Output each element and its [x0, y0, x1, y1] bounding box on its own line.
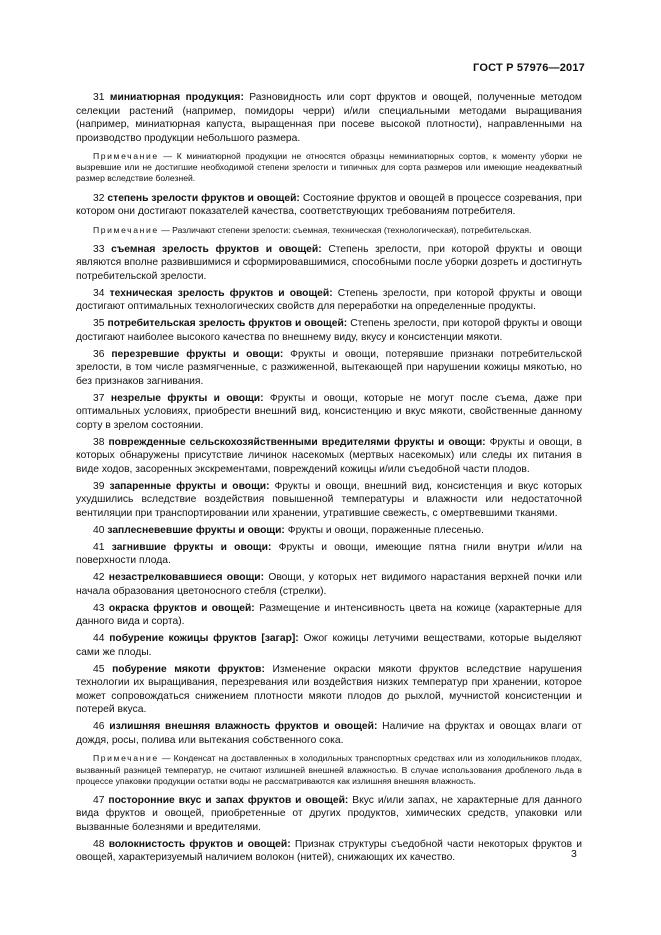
entry-number: 48: [93, 838, 105, 850]
term-entry: [76, 436, 582, 477]
term-entry: [76, 392, 582, 433]
entry-number: 43: [93, 602, 105, 614]
term-entry: [76, 838, 582, 865]
term-entry: [76, 541, 582, 568]
term-entry: [76, 663, 582, 717]
entry-number: 42: [93, 572, 105, 584]
term-definition: Степень зрелости, при которой фрукты и овощи являются вполне развившимися и сформировавшимися, способными после уборки дозреть и достигнуть потребительской зрелости.: [76, 243, 582, 282]
entry-number: 38: [93, 436, 105, 448]
note-text: Конденсат на доставленных в холодильных транспортных средствах или из холодильников плодах, вызванный разницей температур, не считают излишней внешней влажностью. В случае использования дробленого льда в процессе упаковки продукции остатки воды не рассматриваются как излишняя внешняя влажность.: [76, 753, 582, 786]
entry-number: 33: [93, 243, 105, 255]
entry-number: 31: [93, 92, 105, 103]
entry-number: 34: [93, 287, 105, 299]
term-entry: [76, 480, 582, 521]
term-name: загнившие фрукты и овощи:: [111, 541, 272, 553]
note-text: К миниатюрной продукции не относятся образцы неминиатюрных сортов, к моменту уборки не вызревшие или не достигшие необходимой степени зрелости и типичных для сорта размеров или имеющие неадекватный размер вследствие болезней.: [76, 151, 582, 184]
entry-number: 41: [93, 541, 105, 553]
term-name: побурение кожицы фруктов [загар]:: [109, 633, 299, 645]
term-entry: [76, 602, 582, 629]
term-entry: [76, 524, 582, 538]
term-definition: Размещение и интенсивность цвета на кожице (характерные для данного вида и сорта).: [76, 602, 583, 628]
term-entry: [76, 348, 582, 389]
term-definition: Фрукты и овощи, пораженные плесенью.: [287, 524, 484, 536]
term-name: незастрелковавшиеся овощи:: [108, 572, 265, 584]
term-entry: [76, 720, 582, 747]
page-number: 3: [571, 848, 577, 860]
term-definition: Фрукты и овощи, внешний вид, консистенция и вкус которых ухудшились вследствие воздействия повышенной температуры и влажности или недостаточной вентиляции при транспортировании или хранении, утратившие свежесть, с омертвевшими тканями.: [76, 480, 582, 519]
term-name: съемная зрелость фруктов и овощей:: [111, 243, 322, 255]
term-definition: Фрукты и овощи, потерявшие признаки потребительской зрелости, в том числе размягченные, с разжиженной, вытекающей при нарушении кожицы мякотью, но без признаков загнивания.: [76, 348, 582, 387]
note: Примечание — Различают степени зрелости: съемная, техническая (технологическая), потребительская.: [93, 224, 532, 235]
note-label: Примечание: [93, 753, 159, 764]
document-header: ГОСТ Р 57976—2017: [473, 62, 585, 74]
term-name: запаренные фрукты и овощи:: [109, 480, 270, 492]
term-definition: Степень зрелости, при которой фрукты и овощи достигают наиболее высокого качества по внешнему виду, вкусу и консистенции мякоти.: [76, 318, 582, 343]
term-entry: [76, 192, 582, 219]
note-label: Примечание: [93, 224, 159, 235]
term-entry: [76, 91, 582, 145]
note-label: Примечание: [93, 151, 159, 161]
term-name: техническая зрелость фруктов и овощей:: [109, 287, 333, 299]
term-definition: Овощи, у которых нет видимого нарастания верхней почки или начала образования цветоносного стебля (стрелки).: [76, 572, 582, 597]
term-definition: Признак структуры съедобной части некоторых фруктов и овощей, характеризуемый наличием волокон (нитей), снижающих их качество.: [76, 838, 582, 864]
term-definition: Наличие на фруктах и овощах влаги от дождя, росы, полива или вытекания собственного сока.: [76, 721, 582, 746]
term-name: заплесневевшие фрукты и овощи:: [107, 524, 285, 536]
term-definition: Фрукты и овощи, которые не могут после съема, даже при оптимальных условиях, приобрести внешний вид, консистенцию и вкус мякоти, свойственные данному сорту в зрелом состоянии.: [76, 392, 582, 431]
term-name: степень зрелости фруктов и овощей:: [107, 192, 300, 204]
term-name: излишняя внешняя влажность фруктов и овощей:: [109, 721, 378, 733]
entry-number: 39: [93, 480, 105, 492]
entry-number: 35: [93, 318, 105, 330]
term-entry: [76, 287, 582, 314]
term-name: незрелые фрукты и овощи:: [110, 392, 264, 404]
term-definition: Вкус и/или запах, не характерные для данного вида фруктов и овощей, приобретенные от других продуктов, химических средств, упаковки или вызванные болезнями и вредителями.: [76, 794, 582, 833]
term-definition: Фрукты и овощи, имеющие пятна гнили внутри и/или на поверхности плода.: [76, 541, 583, 567]
term-entry: [76, 794, 582, 835]
term-definition: Разновидность или сорт фруктов и овощей, полученные методом селекции растений (например, помидоры черри) и/или специальными методами выращивания (например, миниатюрная капуста, выращенная при посеве высокой плотности), направленными на производство продукции небольшого размера.: [76, 92, 582, 144]
term-name: миниатюрная продукция:: [109, 92, 244, 103]
term-entry: [76, 632, 582, 659]
term-entry: [76, 571, 582, 598]
term-definition: Степень зрелости, при которой фрукты и овощи достигают оптимальных технологических свойств для переработки на определенные продукты.: [76, 287, 582, 313]
note-text: Различают степени зрелости: съемная, техническая (технологическая), потребительская.: [172, 224, 532, 235]
note: Примечание — К миниатюрной продукции не относятся образцы неминиатюрных сортов, к моменту уборки не вызревшие или не достигшие необходимой степени зрелости и типичных для сорта размеров или имеющие неадекватный размер вследствие болезней.: [76, 151, 582, 184]
term-name: посторонние вкус и запах фруктов и овощей:: [108, 794, 349, 806]
entry-number: 40: [93, 524, 105, 536]
entry-number: 36: [93, 348, 105, 360]
entry-number: 47: [93, 794, 105, 806]
term-definition: Изменение окраски мякоти фруктов вследствие нарушения технологии их выращивания, перезревания или воздействия низких температур при хранении, которое может сопровождаться снижением плотности мякоти плодов до рыхлой, мучнистой консистенции и потерей вкуса.: [76, 663, 582, 716]
term-definition: Ожог кожицы летучими веществами, которые выделяют сами же плоды.: [76, 633, 582, 658]
term-entry: [76, 317, 582, 344]
term-entry: [76, 243, 582, 284]
term-name: волокнистость фруктов и овощей:: [108, 838, 291, 850]
note: Примечание — Конденсат на доставленных в холодильных транспортных средствах или из холодильников плодах, вызванный разницей температур, не считают излишней внешней влажностью. В случае использования дробленого льда в процессе упаковки продукции остатки воды не рассматриваются как излишняя внешняя влажность.: [76, 753, 582, 786]
entry-number: 44: [93, 633, 105, 645]
term-definition: Состояние фруктов и овощей в процессе созревания, при котором они достигают показателей качества, соответствующих требованиям потребителя.: [76, 192, 582, 218]
entry-number: 32: [93, 192, 105, 204]
term-name: побурение мякоти фруктов:: [112, 663, 265, 675]
term-definition: Фрукты и овощи, в которых обнаружены присутствие личинок насекомых (мертвых насекомых) или следы их питания в виде ходов, засоренных экскрементами, повреждений кожицы и/или съедобной части плодов.: [76, 436, 582, 475]
entry-number: 45: [93, 663, 105, 675]
term-name: перезревшие фрукты и овощи:: [111, 348, 284, 360]
document-body: [76, 91, 582, 868]
entry-number: 37: [93, 392, 105, 404]
entry-number: 46: [93, 721, 105, 733]
term-name: потребительская зрелость фруктов и овощей:: [107, 318, 348, 330]
term-name: поврежденные сельскохозяйственными вредителями фрукты и овощи:: [108, 436, 486, 448]
term-name: окраска фруктов и овощей:: [108, 602, 255, 614]
